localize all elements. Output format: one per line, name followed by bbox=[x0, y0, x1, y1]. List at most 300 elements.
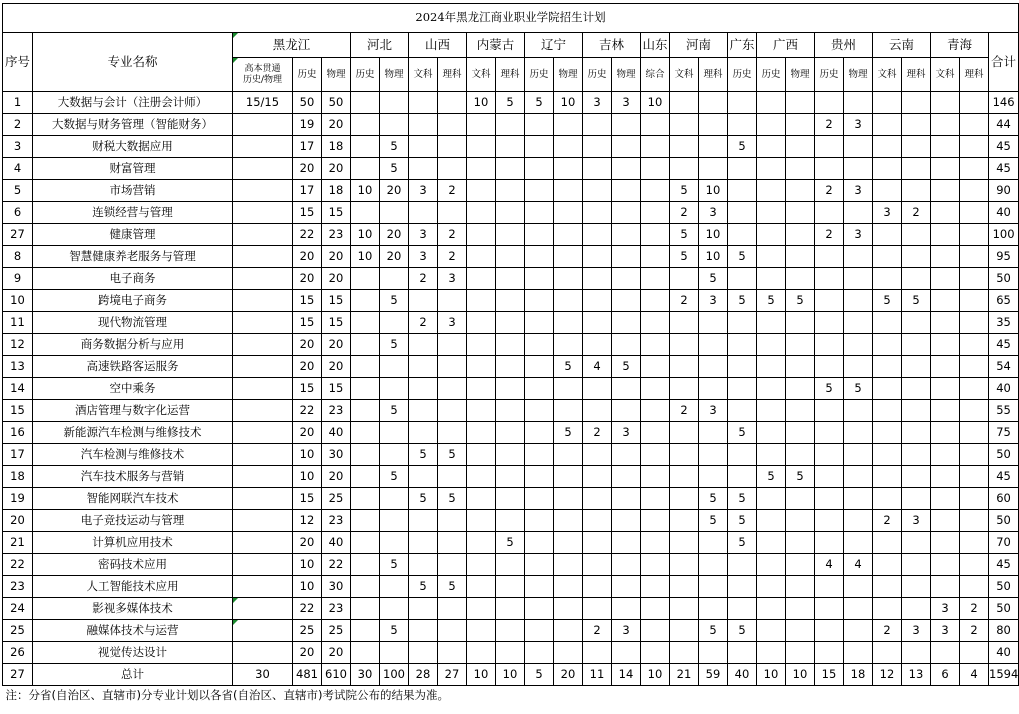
row-cell bbox=[931, 488, 960, 510]
row-cell: 10 bbox=[467, 664, 496, 686]
row-cell: 20 bbox=[322, 356, 351, 378]
row-cell: 50 bbox=[293, 92, 322, 114]
row-cell: 15 bbox=[293, 312, 322, 334]
row-cell bbox=[351, 466, 380, 488]
row-cell bbox=[641, 136, 670, 158]
row-cell bbox=[233, 158, 293, 180]
subject-header: 历史 bbox=[525, 58, 554, 92]
row-cell bbox=[844, 158, 873, 180]
province-header: 辽宁 bbox=[525, 33, 583, 58]
row-cell bbox=[612, 136, 641, 158]
row-cell bbox=[815, 158, 844, 180]
row-cell bbox=[496, 290, 525, 312]
row-cell: 2 bbox=[902, 202, 931, 224]
row-cell: 5 bbox=[525, 664, 554, 686]
row-cell bbox=[233, 114, 293, 136]
row-cell bbox=[351, 356, 380, 378]
table-row bbox=[3, 92, 1019, 114]
row-cell bbox=[728, 180, 757, 202]
row-cell bbox=[873, 180, 902, 202]
row-cell bbox=[233, 510, 293, 532]
row-cell bbox=[902, 246, 931, 268]
subject-header: 理科 bbox=[902, 58, 931, 92]
row-cell bbox=[438, 136, 467, 158]
row-cell bbox=[960, 114, 989, 136]
row-major-name: 大数据与会计（注册会计师） bbox=[33, 92, 233, 114]
row-cell: 481 bbox=[293, 664, 322, 686]
row-cell bbox=[960, 466, 989, 488]
row-cell bbox=[786, 378, 815, 400]
row-cell: 10 bbox=[699, 180, 728, 202]
row-cell bbox=[670, 510, 699, 532]
row-cell bbox=[525, 378, 554, 400]
row-cell bbox=[583, 180, 612, 202]
row-cell bbox=[902, 136, 931, 158]
row-cell bbox=[699, 136, 728, 158]
row-cell: 15 bbox=[293, 378, 322, 400]
subject-header: 文科 bbox=[873, 58, 902, 92]
row-cell bbox=[786, 532, 815, 554]
row-cell bbox=[960, 356, 989, 378]
row-cell bbox=[525, 400, 554, 422]
row-cell bbox=[757, 158, 786, 180]
row-cell: 3 bbox=[612, 92, 641, 114]
row-cell bbox=[786, 136, 815, 158]
row-cell bbox=[757, 620, 786, 642]
row-total: 54 bbox=[989, 356, 1019, 378]
row-major-name: 跨境电子商务 bbox=[33, 290, 233, 312]
row-cell bbox=[409, 510, 438, 532]
row-cell: 3 bbox=[438, 268, 467, 290]
row-cell bbox=[844, 268, 873, 290]
row-cell bbox=[496, 642, 525, 664]
row-cell bbox=[728, 642, 757, 664]
row-cell bbox=[438, 510, 467, 532]
row-cell bbox=[496, 158, 525, 180]
row-cell: 5 bbox=[438, 444, 467, 466]
row-cell bbox=[931, 356, 960, 378]
row-cell: 10 bbox=[699, 246, 728, 268]
row-cell bbox=[438, 598, 467, 620]
row-cell bbox=[670, 92, 699, 114]
row-cell: 5 bbox=[380, 290, 409, 312]
row-cell bbox=[960, 290, 989, 312]
row-cell bbox=[525, 246, 554, 268]
row-cell: 5 bbox=[409, 576, 438, 598]
row-cell: 10 bbox=[293, 444, 322, 466]
row-cell bbox=[960, 180, 989, 202]
row-cell bbox=[583, 378, 612, 400]
row-cell bbox=[641, 444, 670, 466]
row-cell: 3 bbox=[844, 114, 873, 136]
row-cell bbox=[554, 268, 583, 290]
row-cell bbox=[380, 444, 409, 466]
row-cell bbox=[786, 488, 815, 510]
row-cell bbox=[409, 466, 438, 488]
row-cell: 2 bbox=[583, 620, 612, 642]
row-cell bbox=[438, 378, 467, 400]
row-cell bbox=[467, 532, 496, 554]
table-row bbox=[3, 246, 1019, 268]
row-cell bbox=[902, 312, 931, 334]
row-cell bbox=[902, 92, 931, 114]
subject-header: 历史 bbox=[583, 58, 612, 92]
row-cell bbox=[815, 642, 844, 664]
row-cell bbox=[902, 400, 931, 422]
row-major-name: 电子竞技运动与管理 bbox=[33, 510, 233, 532]
row-cell bbox=[438, 356, 467, 378]
row-cell bbox=[554, 136, 583, 158]
row-major-name: 智能网联汽车技术 bbox=[33, 488, 233, 510]
row-seq: 3 bbox=[3, 136, 33, 158]
row-cell: 5 bbox=[409, 444, 438, 466]
row-cell bbox=[873, 488, 902, 510]
row-cell bbox=[409, 422, 438, 444]
row-cell: 20 bbox=[293, 356, 322, 378]
row-cell: 5 bbox=[496, 532, 525, 554]
row-cell bbox=[554, 642, 583, 664]
row-cell bbox=[380, 422, 409, 444]
row-cell bbox=[233, 400, 293, 422]
row-cell bbox=[380, 532, 409, 554]
row-cell bbox=[699, 576, 728, 598]
row-cell bbox=[380, 312, 409, 334]
row-cell bbox=[757, 532, 786, 554]
row-cell bbox=[699, 334, 728, 356]
footnote: 注：分省(自治区、直辖市)分专业计划以各省(自治区、直辖市)考试院公布的结果为准。 bbox=[5, 688, 449, 703]
row-cell bbox=[757, 180, 786, 202]
row-cell bbox=[728, 466, 757, 488]
row-cell bbox=[757, 246, 786, 268]
row-cell: 5 bbox=[670, 246, 699, 268]
row-cell bbox=[233, 180, 293, 202]
row-cell bbox=[554, 532, 583, 554]
row-cell bbox=[467, 180, 496, 202]
row-cell bbox=[960, 532, 989, 554]
row-cell bbox=[380, 510, 409, 532]
sheet-title: 2024年黑龙江商业职业学院招生计划 bbox=[3, 4, 1019, 33]
enrollment-plan-table bbox=[2, 3, 1019, 706]
row-cell bbox=[931, 180, 960, 202]
row-cell bbox=[496, 180, 525, 202]
row-cell bbox=[496, 576, 525, 598]
row-cell bbox=[612, 202, 641, 224]
row-cell: 5 bbox=[554, 422, 583, 444]
row-cell bbox=[960, 246, 989, 268]
row-cell: 20 bbox=[293, 158, 322, 180]
row-cell: 2 bbox=[873, 510, 902, 532]
row-cell bbox=[612, 598, 641, 620]
row-cell bbox=[641, 334, 670, 356]
row-cell bbox=[902, 224, 931, 246]
row-major-name: 高速铁路客运服务 bbox=[33, 356, 233, 378]
row-cell bbox=[467, 224, 496, 246]
subject-header: 历史 bbox=[815, 58, 844, 92]
row-cell bbox=[960, 224, 989, 246]
subject-header: 理科 bbox=[699, 58, 728, 92]
row-cell bbox=[902, 444, 931, 466]
row-cell bbox=[815, 620, 844, 642]
row-cell bbox=[612, 290, 641, 312]
row-cell: 3 bbox=[699, 202, 728, 224]
row-cell bbox=[844, 136, 873, 158]
row-cell: 18 bbox=[844, 664, 873, 686]
row-cell bbox=[496, 554, 525, 576]
row-cell bbox=[931, 246, 960, 268]
row-cell bbox=[931, 510, 960, 532]
row-cell: 2 bbox=[409, 268, 438, 290]
row-cell bbox=[583, 246, 612, 268]
row-cell bbox=[757, 268, 786, 290]
row-cell bbox=[583, 510, 612, 532]
row-cell bbox=[612, 312, 641, 334]
row-cell bbox=[728, 202, 757, 224]
row-cell bbox=[873, 246, 902, 268]
row-cell bbox=[757, 510, 786, 532]
row-cell bbox=[409, 334, 438, 356]
row-cell bbox=[351, 620, 380, 642]
row-cell bbox=[554, 576, 583, 598]
row-total: 80 bbox=[989, 620, 1019, 642]
row-cell bbox=[583, 642, 612, 664]
row-major-name: 商务数据分析与应用 bbox=[33, 334, 233, 356]
row-cell bbox=[815, 422, 844, 444]
row-cell bbox=[496, 114, 525, 136]
row-cell bbox=[496, 136, 525, 158]
row-total: 35 bbox=[989, 312, 1019, 334]
table-row bbox=[3, 422, 1019, 444]
row-cell bbox=[757, 334, 786, 356]
row-cell bbox=[351, 510, 380, 532]
subject-header: 综合 bbox=[641, 58, 670, 92]
row-cell: 20 bbox=[322, 466, 351, 488]
row-cell bbox=[525, 422, 554, 444]
row-cell bbox=[815, 334, 844, 356]
row-cell bbox=[815, 202, 844, 224]
row-cell bbox=[351, 598, 380, 620]
row-cell bbox=[409, 598, 438, 620]
row-seq: 23 bbox=[3, 576, 33, 598]
row-cell bbox=[641, 180, 670, 202]
row-cell bbox=[467, 246, 496, 268]
row-cell bbox=[351, 532, 380, 554]
row-cell: 10 bbox=[293, 576, 322, 598]
row-cell bbox=[525, 224, 554, 246]
row-cell bbox=[873, 532, 902, 554]
row-cell bbox=[902, 334, 931, 356]
row-total: 44 bbox=[989, 114, 1019, 136]
row-cell bbox=[757, 554, 786, 576]
row-cell bbox=[786, 620, 815, 642]
row-cell bbox=[815, 136, 844, 158]
row-cell bbox=[670, 642, 699, 664]
row-cell: 5 bbox=[728, 532, 757, 554]
row-cell bbox=[583, 290, 612, 312]
row-cell bbox=[931, 554, 960, 576]
row-seq: 24 bbox=[3, 598, 33, 620]
row-cell: 27 bbox=[438, 664, 467, 686]
row-cell bbox=[931, 642, 960, 664]
row-cell: 10 bbox=[699, 224, 728, 246]
row-cell bbox=[728, 158, 757, 180]
row-cell bbox=[960, 136, 989, 158]
row-major-name: 智慧健康养老服务与管理 bbox=[33, 246, 233, 268]
row-cell bbox=[583, 268, 612, 290]
province-header: 山东 bbox=[641, 33, 670, 58]
row-cell bbox=[728, 92, 757, 114]
row-cell bbox=[351, 334, 380, 356]
row-cell bbox=[757, 576, 786, 598]
row-cell bbox=[467, 158, 496, 180]
row-cell bbox=[233, 620, 293, 642]
row-cell bbox=[873, 554, 902, 576]
row-cell bbox=[670, 620, 699, 642]
row-cell bbox=[409, 202, 438, 224]
row-cell bbox=[525, 334, 554, 356]
row-cell bbox=[931, 400, 960, 422]
row-cell bbox=[844, 92, 873, 114]
row-cell bbox=[786, 510, 815, 532]
row-cell bbox=[467, 598, 496, 620]
row-cell bbox=[786, 400, 815, 422]
row-cell bbox=[931, 576, 960, 598]
province-header-row bbox=[3, 33, 1019, 58]
row-cell bbox=[815, 290, 844, 312]
row-cell: 11 bbox=[583, 664, 612, 686]
row-cell: 5 bbox=[699, 488, 728, 510]
table-row bbox=[3, 334, 1019, 356]
row-cell bbox=[786, 444, 815, 466]
row-cell bbox=[960, 334, 989, 356]
row-cell bbox=[728, 400, 757, 422]
row-cell bbox=[699, 422, 728, 444]
row-cell bbox=[583, 114, 612, 136]
row-cell: 10 bbox=[293, 554, 322, 576]
row-cell bbox=[960, 510, 989, 532]
row-cell bbox=[612, 532, 641, 554]
row-total: 95 bbox=[989, 246, 1019, 268]
row-cell bbox=[728, 224, 757, 246]
row-cell: 5 bbox=[699, 268, 728, 290]
row-cell bbox=[873, 576, 902, 598]
row-cell bbox=[757, 224, 786, 246]
row-cell bbox=[699, 466, 728, 488]
row-cell bbox=[496, 488, 525, 510]
row-cell bbox=[786, 224, 815, 246]
row-cell: 3 bbox=[873, 202, 902, 224]
row-seq: 22 bbox=[3, 554, 33, 576]
row-cell: 20 bbox=[380, 246, 409, 268]
row-cell bbox=[728, 554, 757, 576]
row-cell bbox=[409, 136, 438, 158]
row-cell bbox=[554, 246, 583, 268]
row-cell: 30 bbox=[322, 444, 351, 466]
province-header: 广西 bbox=[757, 33, 815, 58]
row-major-name: 融媒体技术与运营 bbox=[33, 620, 233, 642]
row-cell bbox=[380, 598, 409, 620]
row-cell bbox=[786, 268, 815, 290]
row-cell: 50 bbox=[322, 92, 351, 114]
row-cell bbox=[902, 114, 931, 136]
row-cell bbox=[960, 554, 989, 576]
row-cell bbox=[233, 576, 293, 598]
row-cell: 6 bbox=[931, 664, 960, 686]
table-row bbox=[3, 136, 1019, 158]
row-cell: 20 bbox=[293, 642, 322, 664]
row-cell bbox=[844, 576, 873, 598]
row-cell bbox=[351, 92, 380, 114]
row-cell: 22 bbox=[293, 224, 322, 246]
row-cell: 5 bbox=[728, 620, 757, 642]
province-header: 河南 bbox=[670, 33, 728, 58]
major-name-header: 专业名称 bbox=[33, 33, 233, 92]
province-header: 黑龙江 bbox=[233, 33, 351, 58]
row-cell bbox=[902, 466, 931, 488]
row-cell bbox=[844, 488, 873, 510]
row-cell bbox=[844, 620, 873, 642]
table-row bbox=[3, 180, 1019, 202]
row-cell bbox=[844, 290, 873, 312]
row-cell bbox=[612, 158, 641, 180]
row-cell bbox=[351, 114, 380, 136]
row-cell: 21 bbox=[670, 664, 699, 686]
row-cell bbox=[670, 158, 699, 180]
row-cell bbox=[351, 400, 380, 422]
row-cell bbox=[931, 114, 960, 136]
row-cell: 4 bbox=[960, 664, 989, 686]
row-cell bbox=[525, 290, 554, 312]
row-cell bbox=[670, 422, 699, 444]
row-cell bbox=[233, 378, 293, 400]
province-header: 河北 bbox=[351, 33, 409, 58]
row-total: 50 bbox=[989, 510, 1019, 532]
row-cell bbox=[612, 114, 641, 136]
row-total: 1594 bbox=[989, 664, 1019, 686]
row-cell bbox=[496, 224, 525, 246]
row-cell: 5 bbox=[699, 510, 728, 532]
row-cell bbox=[873, 378, 902, 400]
row-cell bbox=[670, 444, 699, 466]
row-cell: 5 bbox=[728, 422, 757, 444]
row-cell bbox=[786, 158, 815, 180]
subject-header: 理科 bbox=[496, 58, 525, 92]
row-cell: 5 bbox=[438, 576, 467, 598]
row-cell bbox=[438, 620, 467, 642]
row-major-name: 汽车技术服务与营销 bbox=[33, 466, 233, 488]
row-cell bbox=[931, 290, 960, 312]
row-cell bbox=[583, 444, 612, 466]
row-cell bbox=[670, 554, 699, 576]
row-total: 50 bbox=[989, 268, 1019, 290]
table-row bbox=[3, 576, 1019, 598]
row-cell bbox=[525, 312, 554, 334]
row-cell bbox=[699, 312, 728, 334]
row-cell bbox=[931, 422, 960, 444]
row-cell bbox=[786, 180, 815, 202]
row-cell bbox=[612, 180, 641, 202]
row-cell bbox=[525, 158, 554, 180]
row-cell bbox=[844, 312, 873, 334]
row-seq: 17 bbox=[3, 444, 33, 466]
row-cell: 19 bbox=[293, 114, 322, 136]
row-major-name: 空中乘务 bbox=[33, 378, 233, 400]
row-cell bbox=[873, 356, 902, 378]
row-cell bbox=[554, 598, 583, 620]
row-cell bbox=[525, 598, 554, 620]
row-cell: 17 bbox=[293, 136, 322, 158]
row-cell bbox=[554, 224, 583, 246]
row-cell bbox=[641, 576, 670, 598]
